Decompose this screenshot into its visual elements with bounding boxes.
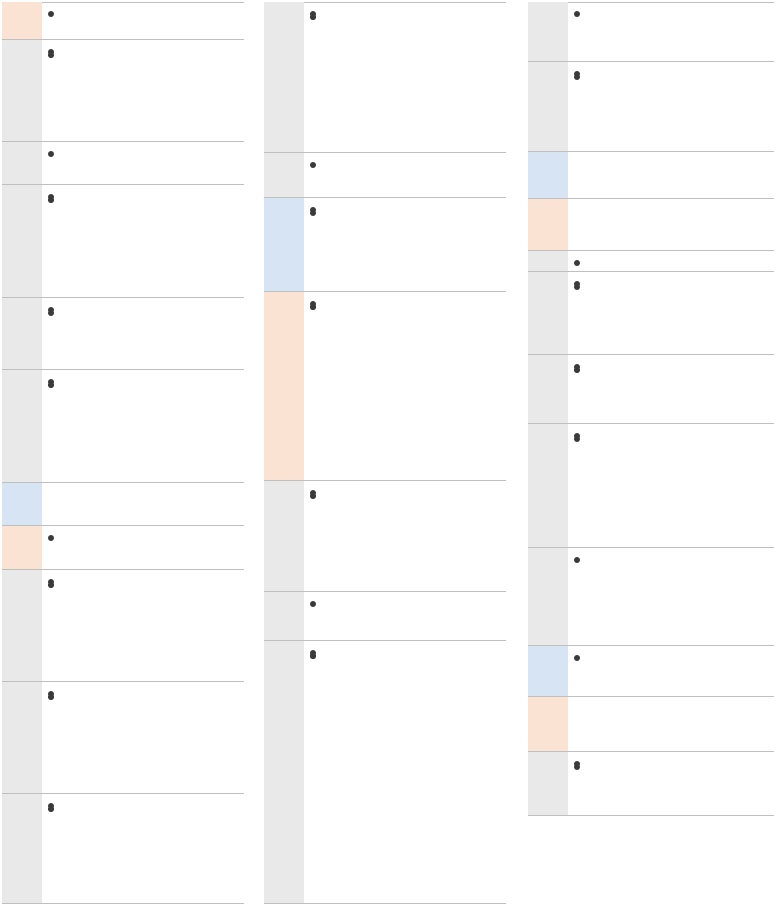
date-cell bbox=[2, 298, 42, 369]
date-cell bbox=[264, 198, 304, 291]
event-list bbox=[46, 6, 242, 9]
date-cell bbox=[528, 199, 568, 250]
day-row bbox=[264, 481, 506, 592]
date-cell bbox=[528, 62, 568, 151]
event-list bbox=[46, 574, 242, 577]
date-cell bbox=[264, 641, 304, 903]
date-cell bbox=[264, 292, 304, 480]
event-list bbox=[572, 255, 772, 258]
date-cell bbox=[528, 424, 568, 547]
day-row bbox=[528, 152, 774, 199]
day-row bbox=[528, 424, 774, 548]
date-cell bbox=[528, 355, 568, 423]
day-row bbox=[264, 153, 506, 198]
day-row bbox=[528, 697, 774, 752]
event-list bbox=[308, 485, 504, 488]
date-cell bbox=[2, 526, 42, 569]
day-row bbox=[2, 142, 244, 185]
event-list bbox=[46, 798, 242, 801]
date-cell bbox=[528, 2, 568, 61]
day-row bbox=[264, 198, 506, 292]
date-cell bbox=[528, 548, 568, 645]
event-list bbox=[46, 374, 242, 377]
date-cell bbox=[2, 2, 42, 39]
date-cell bbox=[2, 142, 42, 184]
event-list bbox=[572, 6, 772, 9]
day-row bbox=[528, 752, 774, 816]
event-list bbox=[46, 302, 242, 305]
day-row bbox=[2, 298, 244, 370]
event-list bbox=[308, 296, 504, 299]
day-row bbox=[264, 592, 506, 641]
event-list bbox=[572, 756, 772, 759]
event-list bbox=[572, 650, 772, 653]
event-list bbox=[572, 428, 772, 431]
event-list bbox=[308, 6, 504, 9]
day-row bbox=[528, 355, 774, 424]
date-cell bbox=[2, 794, 42, 903]
date-cell bbox=[264, 481, 304, 591]
event-list bbox=[308, 645, 504, 648]
day-row bbox=[528, 646, 774, 697]
date-cell bbox=[528, 697, 568, 751]
day-row bbox=[2, 794, 244, 904]
event-list bbox=[46, 44, 242, 47]
date-cell bbox=[528, 251, 568, 271]
date-cell bbox=[2, 483, 42, 525]
date-cell bbox=[2, 185, 42, 297]
day-row bbox=[2, 40, 244, 142]
event-list bbox=[46, 686, 242, 689]
date-cell bbox=[264, 153, 304, 197]
date-cell bbox=[528, 152, 568, 198]
date-cell bbox=[528, 752, 568, 815]
day-row bbox=[2, 370, 244, 483]
event-list bbox=[46, 189, 242, 192]
day-row bbox=[2, 526, 244, 570]
day-row bbox=[528, 548, 774, 646]
day-row bbox=[264, 292, 506, 481]
day-row bbox=[528, 2, 774, 62]
day-row bbox=[2, 2, 244, 40]
day-row bbox=[264, 641, 506, 904]
event-list bbox=[572, 66, 772, 69]
day-row bbox=[528, 251, 774, 272]
day-row bbox=[2, 570, 244, 682]
day-row bbox=[528, 199, 774, 251]
date-cell bbox=[264, 2, 304, 152]
day-row bbox=[528, 62, 774, 152]
day-row bbox=[2, 682, 244, 794]
event-list bbox=[572, 276, 772, 279]
day-row bbox=[2, 185, 244, 298]
day-row bbox=[2, 483, 244, 526]
event-list bbox=[46, 530, 242, 533]
date-cell bbox=[528, 646, 568, 696]
day-row bbox=[264, 2, 506, 153]
date-cell bbox=[528, 272, 568, 354]
event-list bbox=[308, 596, 504, 599]
date-cell bbox=[2, 40, 42, 141]
date-cell bbox=[264, 592, 304, 640]
day-row bbox=[528, 272, 774, 355]
event-list bbox=[308, 157, 504, 160]
event-list bbox=[308, 202, 504, 205]
date-cell bbox=[2, 370, 42, 482]
event-list bbox=[572, 359, 772, 362]
date-cell bbox=[2, 570, 42, 681]
event-list bbox=[572, 552, 772, 555]
date-cell bbox=[2, 682, 42, 793]
event-list bbox=[46, 146, 242, 149]
